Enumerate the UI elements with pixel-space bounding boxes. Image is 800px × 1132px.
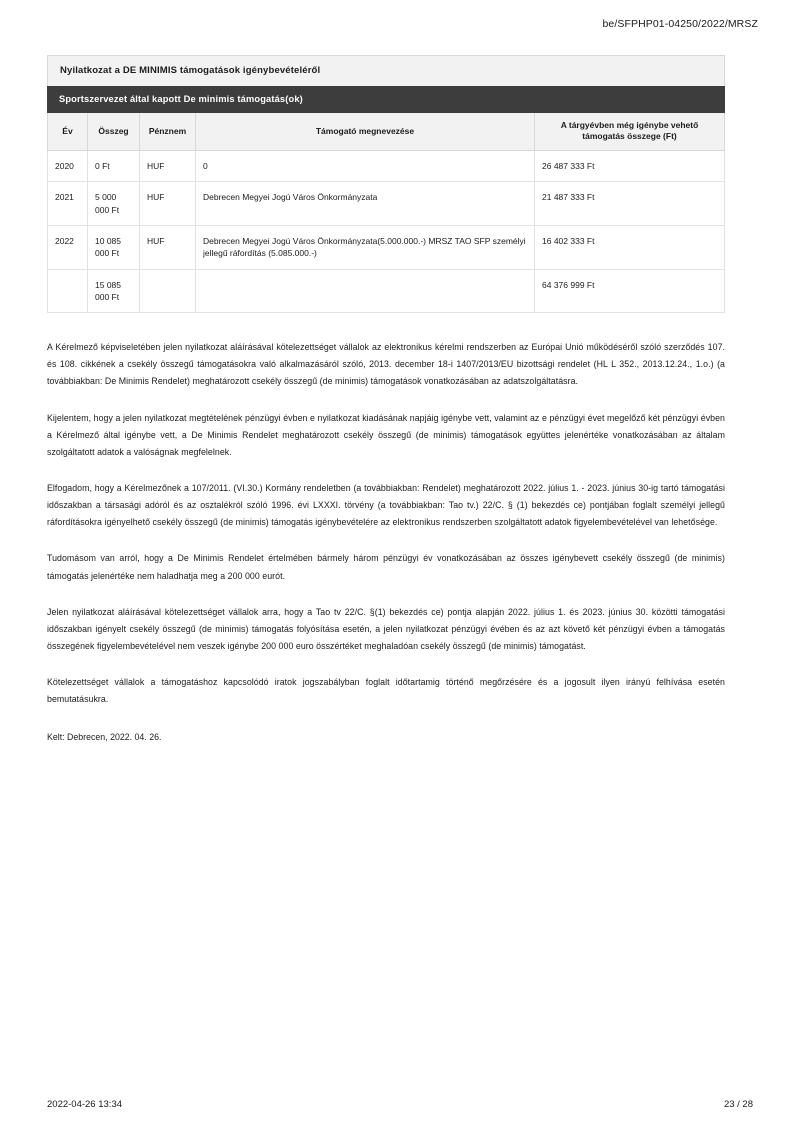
cell-year: 2020: [48, 150, 88, 181]
cell-remaining: 16 402 333 Ft: [535, 225, 725, 269]
cell-currency-total: [140, 269, 196, 313]
cell-grantor-total: [196, 269, 535, 313]
cell-amount: 5 000 000 Ft: [88, 182, 140, 226]
cell-grantor: Debrecen Megyei Jogú Város Önkormányzata(5.000.000.-) MRSZ TAO SFP személyi jellegű ráfordítás (5.085.000.-): [196, 225, 535, 269]
document-content: [47, 55, 725, 742]
column-header-amount: Összeg: [88, 113, 140, 150]
table-header-row: [48, 113, 725, 150]
cell-year: 2021: [48, 182, 88, 226]
column-header-year: Év: [48, 113, 88, 150]
cell-remaining: 21 487 333 Ft: [535, 182, 725, 226]
de-minimis-grant-table: [47, 113, 725, 313]
table-row: [48, 225, 725, 269]
cell-currency: HUF: [140, 225, 196, 269]
declaration-paragraph-3: Elfogadom, hogy a Kérelmezőnek a 107/2011. (VI.30.) Kormány rendeletben (a továbbiakban: Rendelet) meghatározott 2022. július 1. - 2023. június 30-ig tartó támogatási időszakban a társasági adóról és az osztalékról szóló 1996. évi LXXXI. törvény (a továbbiakban: Tao tv.) 22/C. § (1) bekezdés ce) pontjában foglalt személyi jellegű ráfordításokra igényelhető csekély összegű (de minimis) támogatás igénybevételére az elektronikus rendszerben szolgáltatott adatok figyelembevételével van lehetősége.: [47, 482, 725, 528]
declaration-paragraph-4: Tudomásom van arról, hogy a De Minimis Rendelet értelmében bármely három pénzügyi év vonatkozásában az összes igénybevett csekély összegű (de minimis) támogatás jelenértéke nem haladhatja meg a 200 000 eurót.: [47, 553, 725, 581]
declaration-paragraph-2: Kijelentem, hogy a jelen nyilatkozat megtételének pénzügyi évben e nyilatkozat kiadásának napjáig igénybe vett, valamint az e pénzügyi évet megelőző két pénzügyi évben a Kérelmező által igénybe vett, a De Minimis Rendelet meghatározott csekély összegű (de minimis) támogatások együttes jelenértéke vonatkozásában az általam szolgáltatott adatok a valóságnak megfelelnek.: [47, 412, 725, 457]
cell-currency: HUF: [140, 150, 196, 181]
cell-grantor: 0: [196, 150, 535, 181]
cell-year: 2022: [48, 225, 88, 269]
cell-amount: 0 Ft: [88, 150, 140, 181]
cell-remaining-total: 64 376 999 Ft: [535, 269, 725, 313]
document-reference: be/SFPHP01-04250/2022/MRSZ: [602, 18, 758, 30]
declaration-title: Nyilatkozat a DE MINIMIS támogatások igénybevételéről: [47, 55, 725, 86]
cell-amount: 10 085 000 Ft: [88, 225, 140, 269]
cell-year-total: [48, 269, 88, 313]
declaration-paragraph-5: Jelen nyilatkozat aláírásával kötelezettséget vállalok arra, hogy a Tao tv 22/C. §(1) bekezdés ce) pontja alapján 2022. július 1. és 2023. június 30. közötti támogatási időszakban igényelt csekély összegű (de minimis) támogatás folyósítása esetén, a jelen nyilatkozat pénzügyi évében és az azt követő két pénzügyi évben a támogatás összegének figyelembevételével nem veszek igénybe 200 000 euro összértéket meghaladóan csekély összegű (de minimis) támogatást.: [47, 606, 725, 651]
cell-grantor: Debrecen Megyei Jogú Város Önkormányzata: [196, 182, 535, 226]
table-row: [48, 150, 725, 181]
cell-remaining: 26 487 333 Ft: [535, 150, 725, 181]
declaration-subject-bar: Sportszervezet által kapott De minimis támogatás(ok): [47, 86, 725, 113]
place-and-date: Kelt: Debrecen, 2022. 04. 26.: [47, 732, 162, 743]
footer-page-number: 23 / 28: [723, 1099, 753, 1110]
declaration-paragraph-6: Kötelezettséget vállalok a támogatáshoz kapcsolódó iratok jogszabályban foglalt időtartamig történő megőrzésére és a jogosult ilyen irányú felhívása esetén bemutatásukra.: [47, 677, 725, 705]
cell-amount-total: 15 085 000 Ft: [88, 269, 140, 313]
cell-currency: HUF: [140, 182, 196, 226]
column-header-remaining: A tárgyévben még igénybe vehető támogatás összege (Ft): [535, 113, 725, 150]
footer-timestamp: 2022-04-26 13:34: [47, 1099, 123, 1110]
table-row: [48, 182, 725, 226]
declaration-paragraph-1: A Kérelmező képviseletében jelen nyilatkozat aláírásával kötelezettséget vállalok az elektronikus kérelmi rendszerben az Európai Unió működéséről szóló szerződés 107. és 108. cikkének a csekély összegű támogatásokra való alkalmazásáról szóló, 2013. december 18-i 1407/2013/EU bizottsági rendelet (HL L 352., 2013.12.24., 1.o.) (a továbbiakban: De Minimis Rendelet) meghatározott csekély összegű (de minimis) támogatások vonatkozásában az adatszolgáltatásra.: [47, 342, 725, 387]
column-header-currency: Pénznem: [140, 113, 196, 150]
page-footer: [47, 1099, 753, 1110]
column-header-grantor: Támogató megnevezése: [196, 113, 535, 150]
table-total-row: [48, 269, 725, 313]
